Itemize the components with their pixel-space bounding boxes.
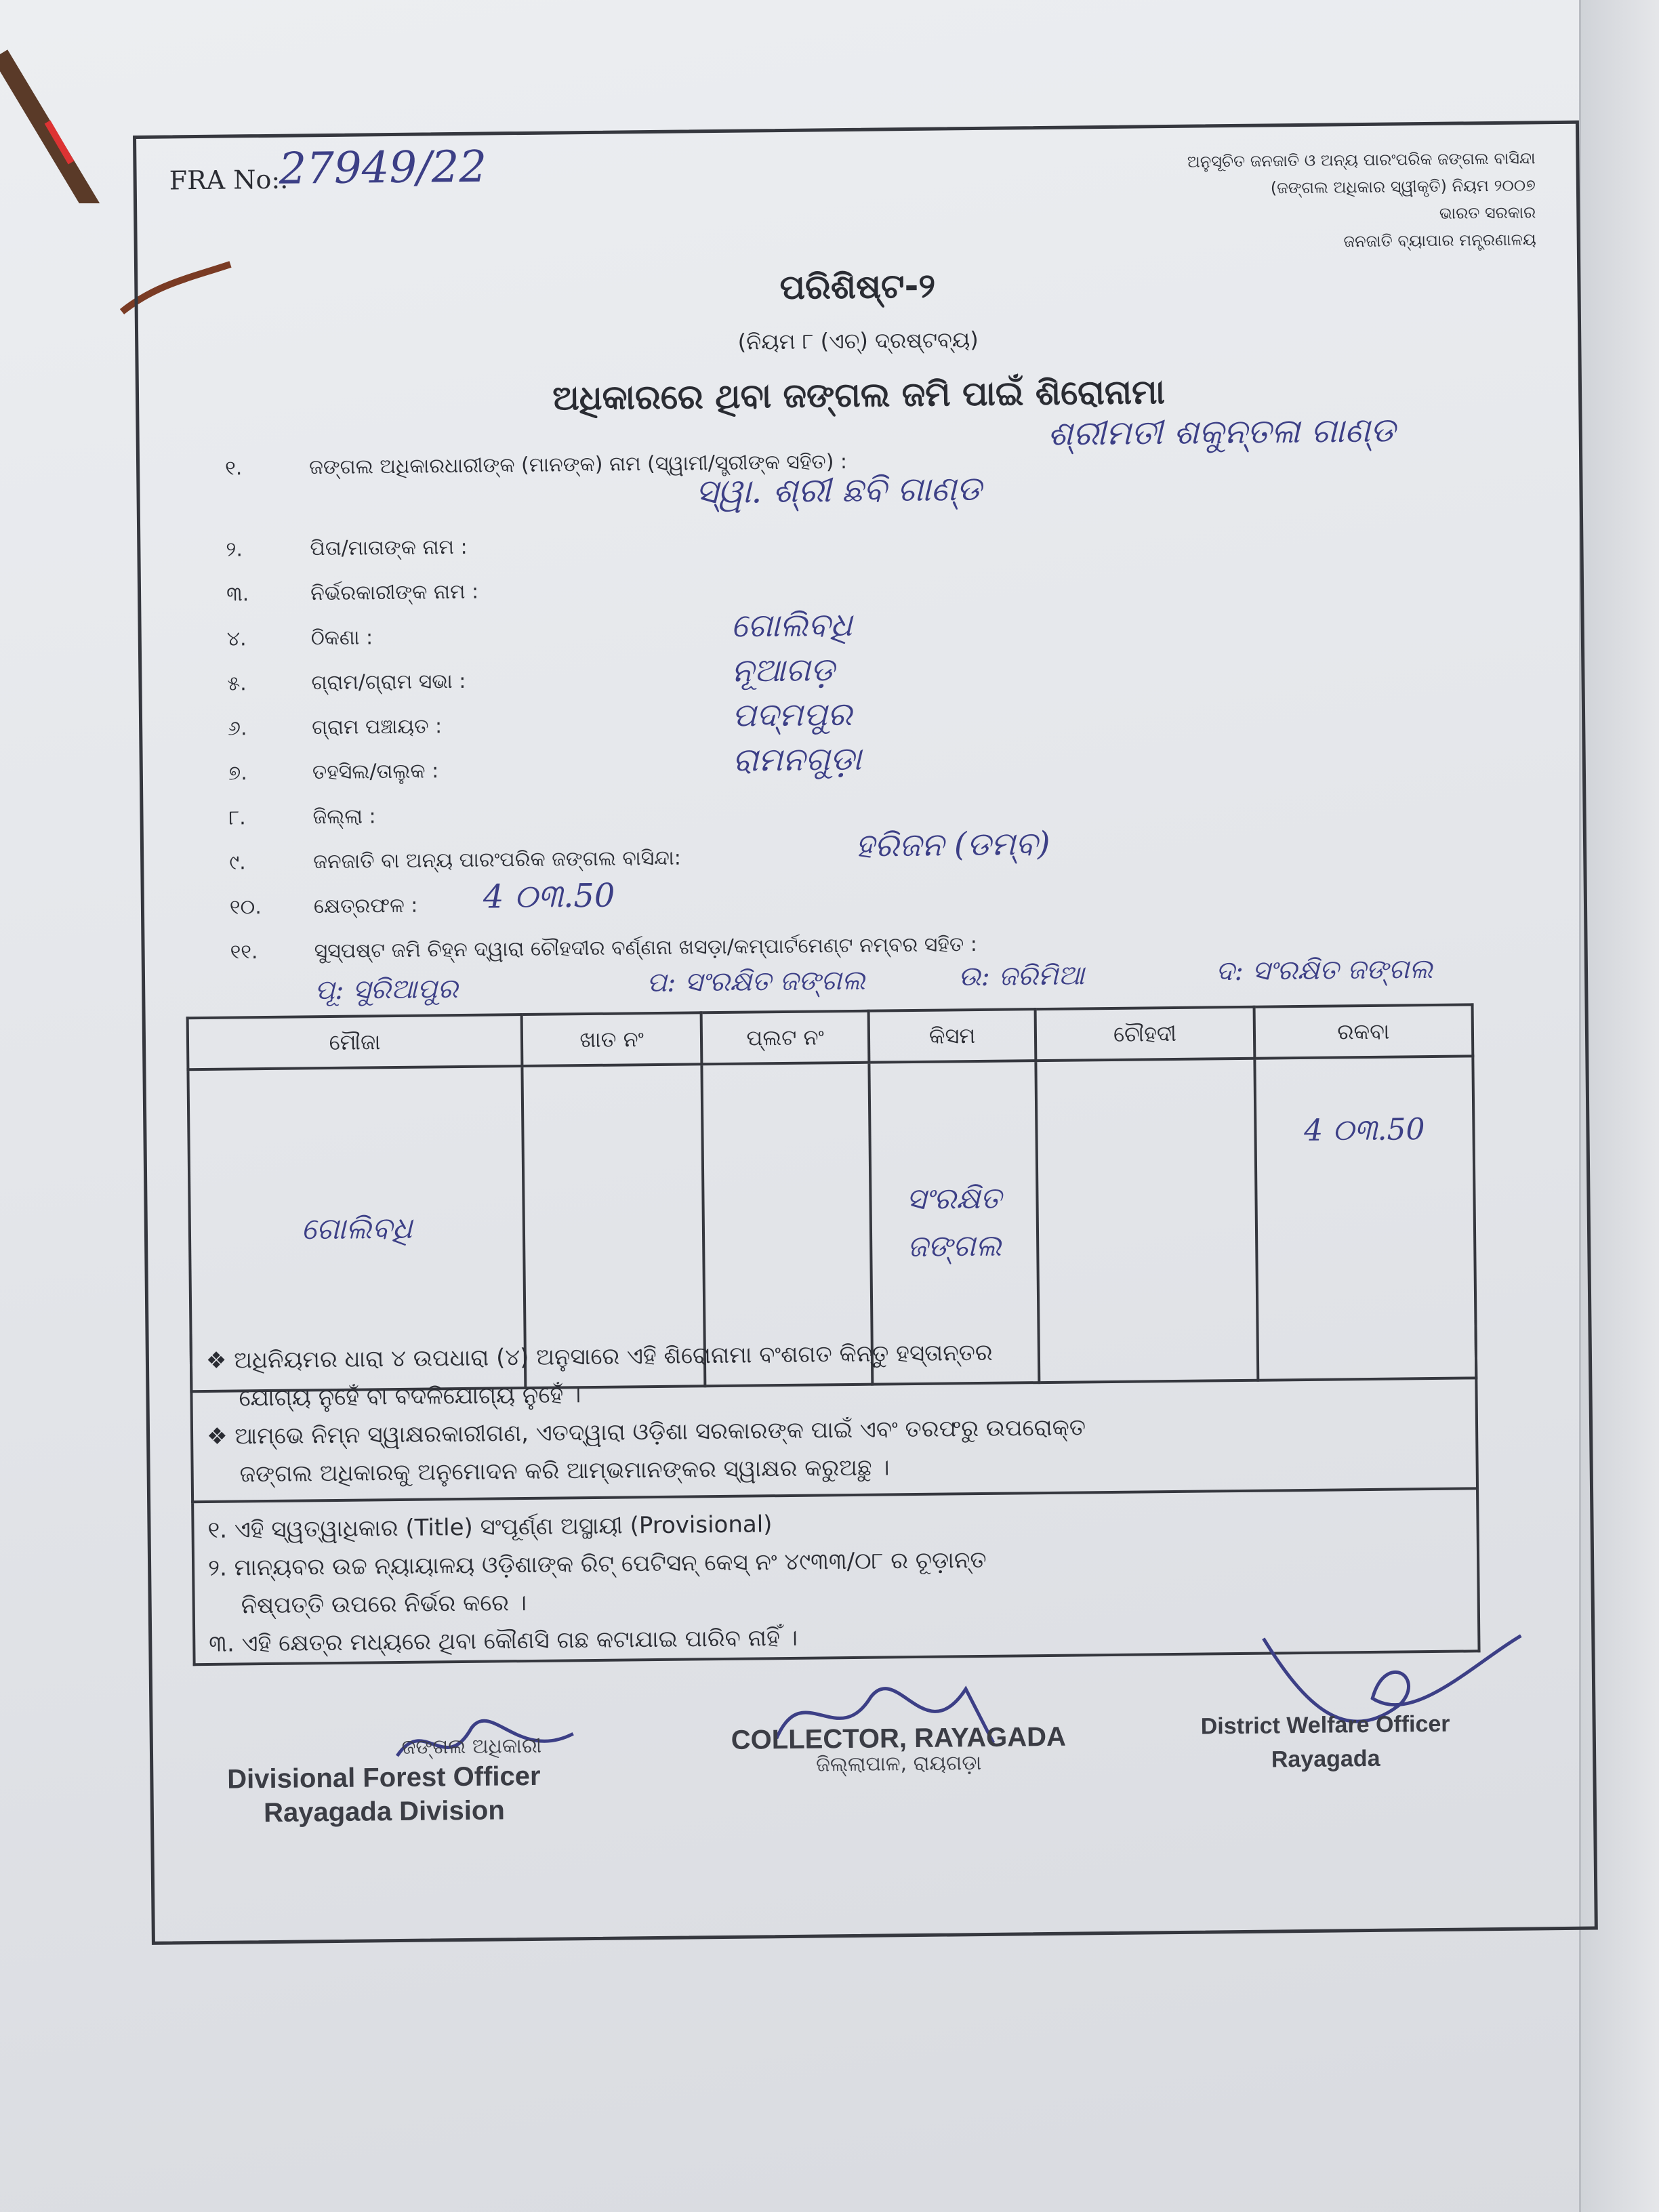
signature-left-odia: ଜଙ୍ଗଲ ଅଧିକାରୀ	[401, 1734, 542, 1759]
field-number: ୫.	[227, 672, 247, 696]
declaration-line: ❖ ଅଧିନିୟମର ଧାରା ୪ ଉପଧାରା (୪) ଅନୁସାରେ ଏହି ଶିରୋନାମା ବଂଶଗତ କିନ୍ତୁ ହସ୍ତାନ୍ତର	[205, 1338, 993, 1374]
signature-left-division: Rayagada Division	[263, 1795, 505, 1828]
rule-reference: (ନିୟମ ୮ (ଏଚ୍) ଦ୍ରଷ୍ଟବ୍ୟ)	[737, 326, 979, 355]
field-value-area: 4 ୦୩.50	[483, 876, 615, 916]
column-header-rakaba: ରକବା	[1254, 1004, 1473, 1058]
field-value-community: ହରିଜନ (ଡମ୍ବ)	[855, 824, 1050, 865]
condition-line: ୧. ଏହି ସ୍ୱତ୍ୱାଧିକାର (Title) ସଂପୂର୍ଣ୍ଣ ଅସ୍ଥାୟୀ (Provisional)	[207, 1511, 773, 1544]
condition-line: ୩. ଏହି କ୍ଷେତ୍ର ମଧ୍ୟରେ ଥିବା କୌଣସି ଗଛ କଟାଯାଇ ପାରିବ ନାହିଁ ।	[209, 1624, 798, 1658]
boundary-west: ପ: ସଂରକ୍ଷିତ ଜଙ୍ଗଲ	[646, 964, 865, 999]
boundary-south: ଉ: ଜରିମିଆ	[958, 960, 1085, 993]
authority-line: ଜନଜାତି ବ୍ୟାପାର ମନ୍ତ୍ରଣାଳୟ	[1343, 230, 1536, 251]
signature-right-district: Rayagada	[1271, 1745, 1380, 1773]
field-value-address: ଗୋଲିବଧି	[731, 605, 853, 645]
fra-number: 27949/22	[279, 142, 487, 194]
field-label-dependent-name: ନିର୍ଭରକାରୀଙ୍କ ନାମ :	[310, 579, 479, 606]
signature-center-title: COLLECTOR, RAYAGADA	[731, 1721, 1067, 1755]
field-label-boundary-description: ସୁସ୍ପଷ୍ଟ ଜମି ଚିହ୍ନ ଦ୍ୱାରା ଚୌହଦୀର ବର୍ଣ୍ଣନା ଖସଡ଼ା/କମ୍ପାର୍ଟମେଣ୍ଟ ନମ୍ବର ସହିତ :	[314, 933, 978, 964]
field-number: ୪.	[226, 627, 247, 651]
field-label-parent-name: ପିତା/ମାତାଙ୍କ ନାମ :	[310, 535, 468, 561]
field-label-community: ଜନଜାତି ବା ଅନ୍ୟ ପାରଂପରିକ ଜଙ୍ଗଲ ବାସିନ୍ଦା:	[313, 846, 682, 874]
declaration-line: ଯୋଗ୍ୟ ନୁହେଁ ବା ବଦଳିଯୋଗ୍ୟ ନୁହେଁ ।	[239, 1381, 581, 1412]
declaration-box	[190, 1320, 1479, 1503]
issuing-authority-block	[1187, 144, 1536, 256]
fra-label: FRA No:.	[169, 164, 289, 196]
condition-line: ୨. ମାନ୍ୟବର ଉଚ୍ଚ ନ୍ୟାୟାଳୟ ଓଡ଼ିଶାଙ୍କ ରିଟ୍ ପେଟିସନ୍ କେସ୍ ନଂ ୪୯୩୩/୦୮ ର ଚୂଡ଼ାନ୍ତ	[207, 1546, 987, 1582]
field-number: ୬.	[227, 716, 247, 741]
declaration-line: ଜଙ୍ଗଲ ଅଧିକାରକୁ ଅନୁମୋଦନ କରି ଆମ୍ଭମାନଙ୍କର ସ୍ୱାକ୍ଷର କରୁଅଛୁ ।	[239, 1454, 890, 1488]
field-number: ୨.	[226, 537, 243, 562]
field-label-tahasil: ତହସିଲ/ତାଲୁକ :	[312, 759, 439, 785]
condition-line: ନିଷ୍ପତ୍ତି ଉପରେ ନିର୍ଭର କରେ ।	[241, 1589, 527, 1620]
field-value-tahasil: ରାମନଗୁଡ଼ା	[732, 739, 862, 779]
authority-line: ଅନୁସୂଚିତ ଜନଜାତି ଓ ଅନ୍ୟ ପାରଂପରିକ ଜଙ୍ଗଲ ବାସିନ୍ଦା	[1187, 148, 1536, 171]
field-value-spouse: ସ୍ୱା. ଶ୍ରୀ ଛବି ଗାଣ୍ଡ	[695, 468, 982, 512]
field-label-panchayat: ଗ୍ରାମ ପଞ୍ଚାୟତ :	[311, 714, 443, 740]
authority-line: ଭାରତ ସରକାର	[1439, 203, 1536, 223]
pen-tip-icon	[0, 41, 136, 203]
annexure-title: ପରିଶିଷ୍ଟ-୨	[779, 266, 936, 308]
signature-left-title: Divisional Forest Officer	[227, 1761, 541, 1795]
column-header-plot: ପ୍ଲଟ ନଂ	[701, 1011, 869, 1065]
field-label-address: ଠିକଣା :	[310, 626, 373, 651]
boundary-north: ପୂ: ସୁରିଆପୁର	[314, 973, 458, 1006]
field-number: ୯.	[229, 851, 246, 875]
field-number: ୧୧.	[230, 940, 258, 964]
field-value-panchayat: ପଦ୍ମପୁର	[731, 695, 853, 735]
cell-rakaba: 4 ୦୩.50	[1254, 1056, 1476, 1380]
field-number: ୮.	[228, 806, 246, 830]
cell-kisam: ସଂରକ୍ଷିତ ଜଙ୍ଗଲ	[869, 1061, 1039, 1385]
signature-right-title: District Welfare Officer	[1200, 1711, 1450, 1740]
signature-center-odia: ଜିଲ୍ଲାପାଳ, ରାୟଗଡ଼ା	[815, 1751, 982, 1777]
form-frame	[133, 121, 1598, 1945]
main-title: ଅଧିକାରରେ ଥିବା ଜଙ୍ଗଲ ଜମି ପାଇଁ ଶିରୋନାମା	[552, 372, 1166, 418]
field-value-holder-name: ଶ୍ରୀମତୀ ଶକୁନ୍ତଳା ଗାଣ୍ଡ	[1047, 410, 1396, 453]
field-number: ୩.	[226, 582, 249, 607]
column-header-chauhadi: ଚୌହଦୀ	[1036, 1007, 1254, 1061]
column-header-kisam: କିସମ	[868, 1009, 1036, 1063]
column-header-mouza: ମୌଜା	[188, 1015, 523, 1069]
authority-line: (ଜଙ୍ଗଲ ଅଧିକାର ସ୍ୱୀକୃତି) ନିୟମ ୨୦୦୭	[1270, 176, 1536, 198]
field-label-village: ଗ୍ରାମ/ଗ୍ରାମ ସଭା :	[311, 669, 466, 695]
field-number: ୭.	[228, 761, 247, 785]
field-label-area: କ୍ଷେତ୍ରଫଳ :	[313, 893, 418, 919]
column-header-khata: ଖାତ ନଂ	[522, 1012, 702, 1066]
boundary-east: ଦ: ସଂରକ୍ଷିତ ଜଙ୍ଗଲ	[1215, 953, 1433, 987]
field-value-village: ନୂଆଗଡ଼	[731, 651, 835, 690]
cell-mouza: ଗୋଲିବଧି	[188, 1066, 525, 1391]
declaration-line: ❖ ଆମ୍ଭେ ନିମ୍ନ ସ୍ୱାକ୍ଷରକାରୀଗଣ, ଏତଦ୍ୱାରା ଓଡ଼ିଶା ସରକାରଙ୍କ ପାଇଁ ଏବଂ ତରଫରୁ ଉପରୋକ୍ତ	[206, 1414, 1086, 1450]
field-label-district: ଜିଲ୍ଲା :	[312, 804, 376, 830]
signature-scribble-right	[1250, 1622, 1536, 1760]
field-number: ୧.	[224, 456, 243, 480]
field-label-holder-name: ଜଙ୍ଗଲ ଅଧିକାରଧାରୀଙ୍କ (ମାନଙ୍କ) ନାମ (ସ୍ୱାମୀ/ସ୍ତ୍ରୀଙ୍କ ସହିତ) :	[308, 449, 848, 480]
field-number: ୧୦.	[229, 895, 262, 920]
